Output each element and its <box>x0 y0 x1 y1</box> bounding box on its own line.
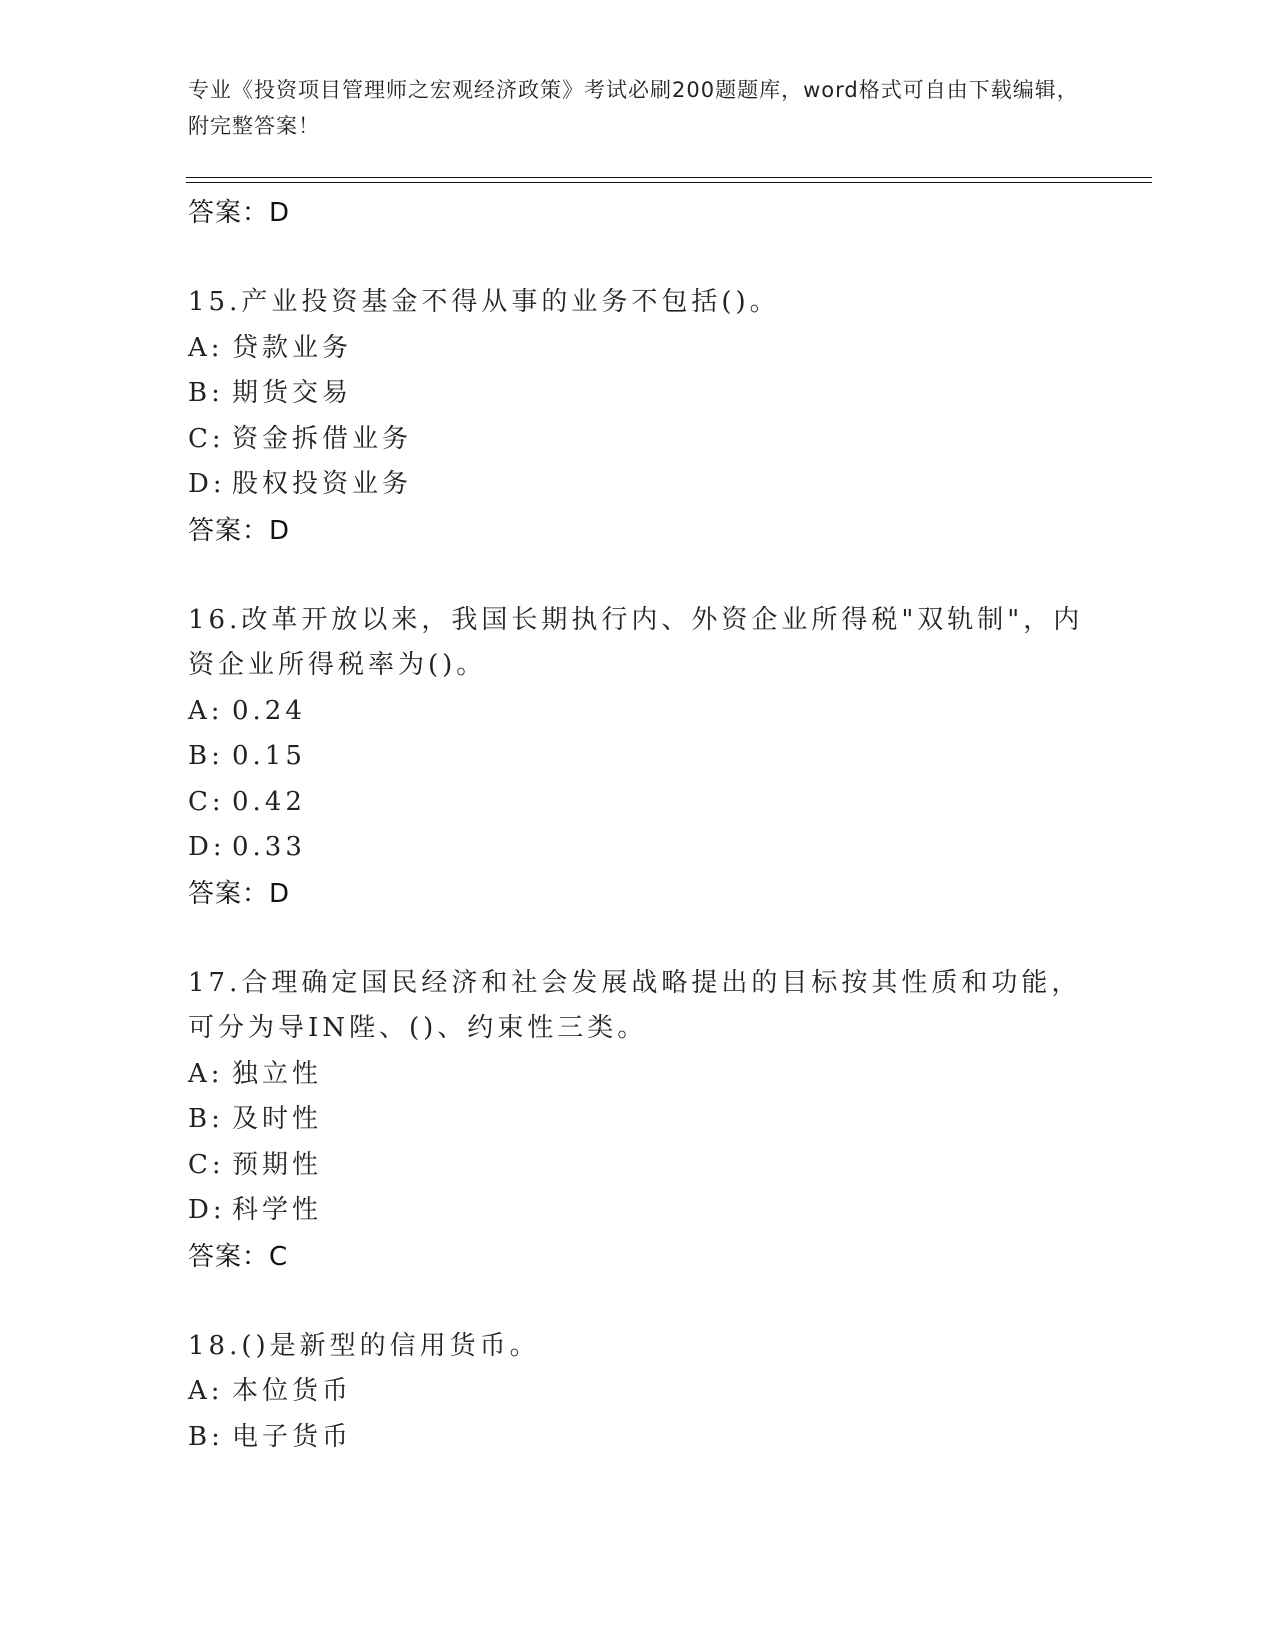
option-key: B: <box>188 741 224 771</box>
option-item <box>188 1415 1088 1461</box>
option-item <box>188 734 1088 780</box>
option-text: 电子货币 <box>232 1421 353 1452</box>
answer-line: 答案：D <box>188 515 291 546</box>
option-key: C: <box>188 786 225 817</box>
option-item <box>188 1143 1088 1189</box>
option-item <box>188 825 1088 871</box>
document-body <box>188 190 1088 1460</box>
option-key: D: <box>188 832 226 862</box>
option-text: 本位货币 <box>232 1376 353 1406</box>
page-header: 专业《投资项目管理师之宏观经济政策》考试必刷200题题库，word格式可自由下载编辑，附完整答案！ <box>188 78 1079 138</box>
option-item <box>188 462 1088 508</box>
option-key: C: <box>188 423 225 454</box>
option-text: 贷款业务 <box>232 332 353 363</box>
option-key: A: <box>188 332 224 363</box>
option-item <box>188 1369 1088 1415</box>
option-text: 及时性 <box>232 1104 323 1134</box>
option-key: D: <box>188 1195 226 1225</box>
option-item <box>188 417 1088 463</box>
option-key: A: <box>188 1058 224 1089</box>
question-text: 16.改革开放以来，我国长期执行内、外资企业所得税"双轨制"，内资企业所得税率为()。 <box>188 604 1084 680</box>
option-text: 预期性 <box>232 1149 323 1180</box>
answer-line: 答案：C <box>188 1241 289 1272</box>
option-item <box>188 326 1088 372</box>
option-key: C: <box>188 1149 225 1180</box>
header-divider-top <box>186 177 1152 178</box>
answer-line: 答案：D <box>188 878 291 909</box>
question-text: 18.()是新型的信用货币。 <box>188 1330 540 1361</box>
question-text: 15.产业投资基金不得从事的业务不包括()。 <box>188 287 780 317</box>
option-text: 0.42 <box>232 786 306 817</box>
option-key: A: <box>188 695 224 726</box>
answer-line: 答案：D <box>188 198 291 228</box>
option-key: A: <box>188 1376 224 1406</box>
option-item <box>188 1097 1088 1143</box>
option-key: B: <box>188 1421 224 1452</box>
option-key: B: <box>188 1104 224 1134</box>
option-item <box>188 1188 1088 1234</box>
header-divider-bottom <box>186 182 1152 183</box>
option-text: 0.15 <box>232 741 306 771</box>
option-text: 科学性 <box>232 1195 323 1225</box>
option-text: 股权投资业务 <box>232 469 413 499</box>
question-text: 17.合理确定国民经济和社会发展战略提出的目标按其性质和功能，可分为导IN陛、()、约束性三类。 <box>188 967 1082 1043</box>
option-text: 独立性 <box>232 1058 323 1089</box>
option-item <box>188 689 1088 735</box>
option-item <box>188 780 1088 826</box>
option-key: B: <box>188 378 224 408</box>
option-text: 0.33 <box>232 832 306 862</box>
option-key: D: <box>188 469 226 499</box>
option-item <box>188 371 1088 417</box>
option-item <box>188 1052 1088 1098</box>
option-text: 0.24 <box>232 695 306 726</box>
option-text: 期货交易 <box>232 378 353 408</box>
option-text: 资金拆借业务 <box>232 423 413 454</box>
